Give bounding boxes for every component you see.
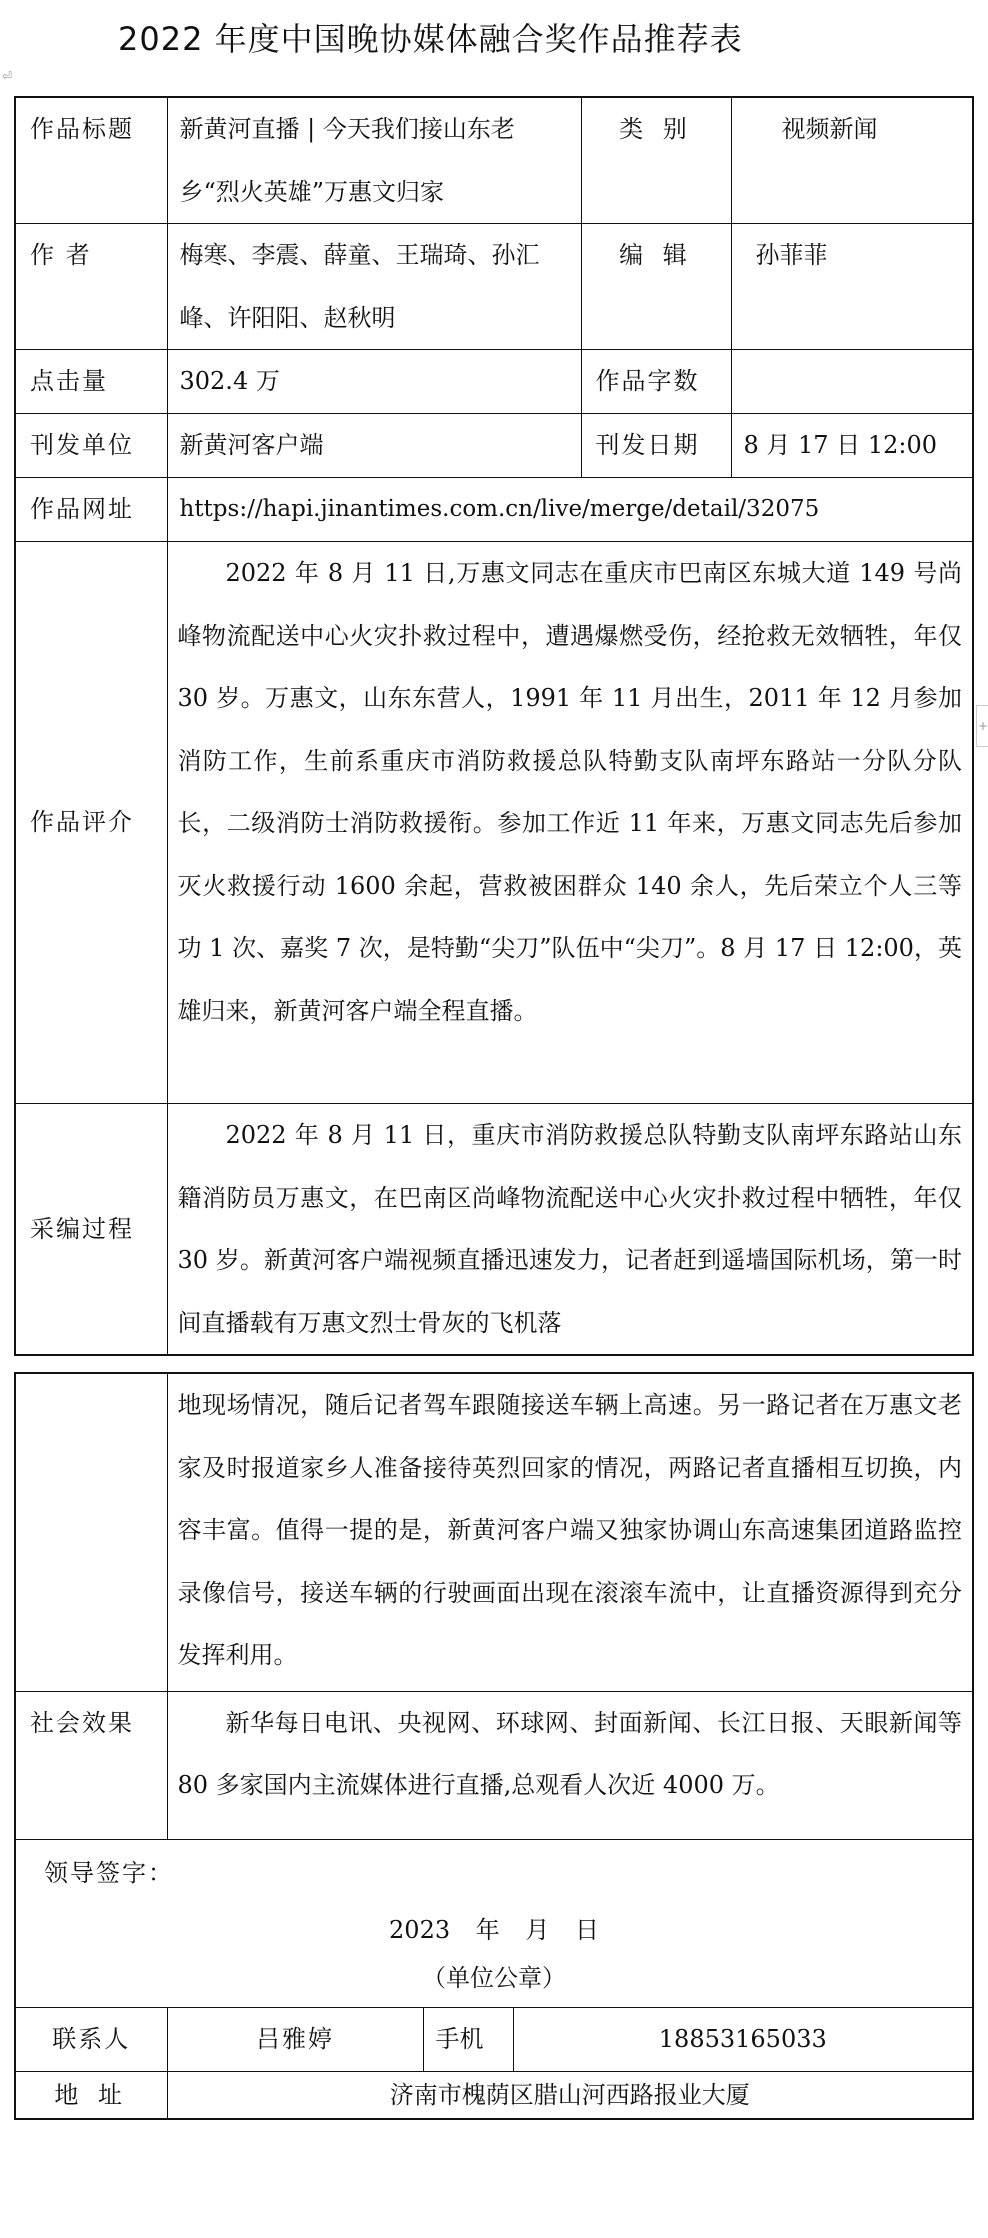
url-value[interactable]: https://hapi.jinantimes.com.cn/live/merge/detail/32075	[167, 478, 973, 542]
signature-cell	[15, 1839, 973, 2007]
publish-date-value: 8 月 17 日 12:00	[731, 414, 973, 478]
work-title-label: 作品标题	[15, 97, 167, 224]
effect-text: 新华每日电讯、央视网、环球网、封面新闻、长江日报、天眼新闻等 80 多家国内主流媒体进行直播,总观看人次近 4000 万。	[177, 1708, 963, 1799]
contact-label: 联系人	[15, 2007, 167, 2071]
process-label: 采编过程	[15, 1104, 167, 1356]
category-label: 类 别	[581, 97, 731, 224]
phone-value: 18853165033	[513, 2007, 973, 2071]
category-value: 视频新闻	[731, 97, 973, 224]
process-cell-part1	[167, 1104, 973, 1356]
editor-value: 孙菲菲	[731, 224, 973, 350]
sign-date: 2023 年 月 日	[389, 1915, 599, 1944]
scroll-handle-icon[interactable]: +	[976, 705, 988, 747]
editor-label: 编 辑	[581, 224, 731, 350]
paragraph-mark-icon: ⏎	[2, 69, 13, 83]
leader-sign-label: 领导签字：	[44, 1858, 174, 1887]
address-label: 地 址	[15, 2071, 167, 2119]
publish-date-label: 刊发日期	[581, 414, 731, 478]
process-text-part2: 地现场情况，随后记者驾车跟随接送车辆上高速。另一路记者在万惠文老家及时报道家乡人准备接待英烈回家的情况，两路记者直播相互切换，内容丰富。值得一提的是，新黄河客户端又独家协调山东高速集团道路监控录像信号，接送车辆的行驶画面出现在滚滚车流中，让直播资源得到充分发挥利用。	[177, 1391, 963, 1669]
publisher-label: 刊发单位	[15, 414, 167, 478]
contact-value: 吕雅婷	[167, 2007, 423, 2071]
url-label: 作品网址	[15, 478, 167, 542]
authors-value: 梅寒、李震、薛童、王瑞琦、孙汇峰、许阳阳、赵秋明	[167, 224, 581, 350]
word-count-value	[731, 350, 973, 414]
unit-seal-label: （单位公章）	[422, 1963, 567, 1992]
clicks-value: 302.4 万	[167, 350, 581, 414]
page-title: 2022 年度中国晚协媒体融合奖作品推荐表	[118, 20, 743, 58]
evaluation-cell	[167, 542, 973, 1104]
process-cell-part2	[167, 1373, 973, 1691]
effect-cell	[167, 1691, 973, 1839]
evaluation-label: 作品评介	[15, 542, 167, 1104]
phone-label: 手机	[423, 2007, 513, 2071]
author-label: 作 者	[15, 224, 167, 350]
effect-label: 社会效果	[15, 1691, 167, 1839]
address-value: 济南市槐荫区腊山河西路报业大厦	[167, 2071, 973, 2119]
process-label-continued	[15, 1373, 167, 1691]
evaluation-text: 2022 年 8 月 11 日,万惠文同志在重庆市巴南区东城大道 149 号尚峰物流配送中心火灾扑救过程中，遭遇爆燃受伤，经抢救无效牺牲，年仅 30 岁。万惠文，山东东营人，1991 年 11 月出生，2011 年 12 月参加消防工作，生前系重庆市消防救援总队特勤支队南坪东路站一分队分队长，二级消防士消防救援衔。参加工作近 11 年来，万惠文同志先后参加灭火救援行动 1600 余起，营救被困群众 140 余人，先后荣立个人三等功 1 次、嘉奖 7 次，是特勤“尖刀”队伍中“尖刀”。8 月 17 日 12:00，英雄归来，新黄河客户端全程直播。	[177, 559, 962, 1025]
clicks-label: 点击量	[15, 350, 167, 414]
recommendation-form-part2	[14, 1372, 974, 2120]
work-title-value: 新黄河直播 | 今天我们接山东老乡“烈火英雄”万惠文归家	[167, 97, 581, 224]
process-text-part1: 2022 年 8 月 11 日，重庆市消防救援总队特勤支队南坪东路站山东籍消防员万惠文，在巴南区尚峰物流配送中心火灾扑救过程中牺牲，年仅 30 岁。新黄河客户端视频直播迅速发力，记者赶到遥墙国际机场，第一时间直播载有万惠文烈士骨灰的飞机落	[177, 1121, 962, 1337]
word-count-label: 作品字数	[581, 350, 731, 414]
recommendation-form-part1	[14, 96, 974, 1356]
publisher-value: 新黄河客户端	[167, 414, 581, 478]
